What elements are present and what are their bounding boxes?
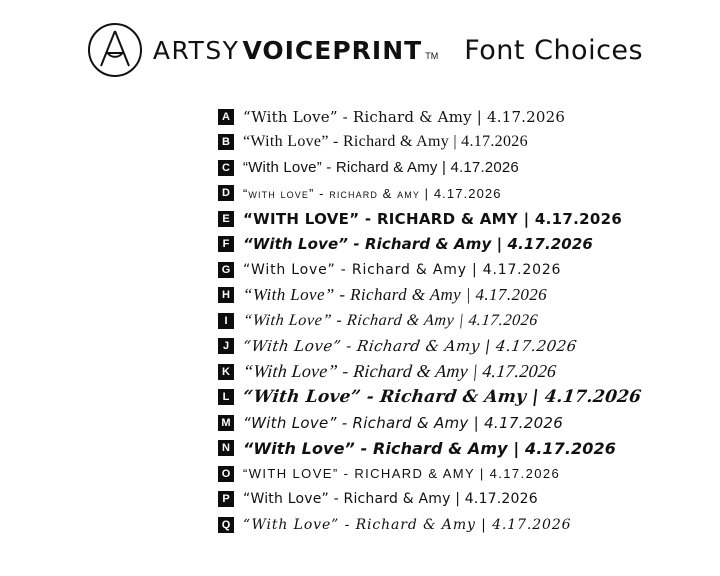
- choice-tag-j: J: [218, 338, 234, 354]
- brand-wordmark: [153, 36, 438, 65]
- choice-sample-q: “With Love” - Richard & Amy | 4.17.2026: [243, 516, 572, 533]
- choice-sample-o: “WITH LOVE” - RICHARD & AMY | 4.17.2026: [243, 466, 561, 482]
- list-item[interactable]: [218, 512, 720, 538]
- choice-tag-k: K: [218, 364, 234, 380]
- choice-sample-g: “With Love” - Richard & Amy | 4.17.2026: [243, 261, 562, 278]
- choice-tag-f: F: [218, 236, 234, 252]
- list-item[interactable]: [218, 461, 720, 487]
- brand-secondary: VOICEPRINT: [242, 35, 423, 65]
- choice-tag-c: C: [218, 160, 234, 176]
- list-item[interactable]: [218, 232, 720, 258]
- list-item[interactable]: [218, 206, 720, 232]
- choice-sample-m: “With Love” - Richard & Amy | 4.17.2026: [243, 413, 564, 432]
- list-item[interactable]: [218, 385, 720, 411]
- choice-tag-h: H: [218, 287, 234, 303]
- choice-sample-e: “WITH LOVE” - RICHARD & AMY | 4.17.2026: [243, 209, 623, 228]
- choice-sample-n: “With Love” - Richard & Amy | 4.17.2026: [243, 438, 616, 458]
- page-title: Font Choices: [464, 34, 644, 66]
- list-item[interactable]: [218, 334, 720, 360]
- choice-sample-c: “With Love” - Richard & Amy | 4.17.2026: [243, 159, 519, 177]
- list-item[interactable]: [218, 181, 720, 207]
- list-item[interactable]: [218, 104, 720, 130]
- brand-trademark: TM: [425, 50, 439, 61]
- list-item[interactable]: [218, 257, 720, 283]
- list-item[interactable]: [218, 155, 720, 181]
- choice-tag-m: M: [218, 415, 234, 431]
- choice-tag-p: P: [218, 491, 234, 507]
- artsy-voiceprint-circle-logo-icon: [87, 22, 143, 78]
- list-item[interactable]: [218, 359, 720, 385]
- choice-tag-l: L: [218, 389, 234, 405]
- choice-sample-p: “With Love” - Richard & Amy | 4.17.2026: [243, 491, 538, 508]
- choice-tag-e: E: [218, 211, 234, 227]
- choice-sample-k: “With Love” - Richard & Amy | 4.17.2026: [242, 361, 558, 382]
- choice-sample-h: “With Love” - Richard & Amy | 4.17.2026: [243, 285, 548, 305]
- list-item[interactable]: [218, 436, 720, 462]
- choice-tag-g: G: [218, 262, 234, 278]
- choice-sample-i: “With Love” - Richard & Amy | 4.17.2026: [242, 311, 539, 329]
- font-choices-list: [0, 104, 720, 538]
- choice-sample-b: “With Love” - Richard & Amy | 4.17.2026: [243, 133, 528, 151]
- choice-tag-b: B: [218, 134, 234, 150]
- brand-primary: ARTSY: [152, 35, 240, 65]
- choice-sample-l: “With Love” - Richard & Amy | 4.17.2026: [241, 387, 643, 408]
- choice-tag-o: O: [218, 466, 234, 482]
- choice-tag-n: N: [218, 440, 234, 456]
- page-header: [0, 0, 720, 78]
- choice-sample-f: “With Love” - Richard & Amy | 4.17.2026: [243, 235, 593, 254]
- list-item[interactable]: [218, 410, 720, 436]
- list-item[interactable]: [218, 487, 720, 513]
- list-item[interactable]: [218, 308, 720, 334]
- list-item[interactable]: [218, 130, 720, 156]
- choice-sample-d: “with love” - richard & amy | 4.17.2026: [243, 185, 502, 201]
- choice-tag-q: Q: [218, 517, 234, 533]
- choice-sample-a: “With Love” - Richard & Amy | 4.17.2026: [243, 107, 566, 126]
- choice-tag-a: A: [218, 109, 234, 125]
- choice-sample-j: “With Love” - Richard & Amy | 4.17.2026: [241, 337, 579, 356]
- list-item[interactable]: [218, 283, 720, 309]
- choice-tag-d: D: [218, 185, 234, 201]
- choice-tag-i: I: [218, 313, 234, 329]
